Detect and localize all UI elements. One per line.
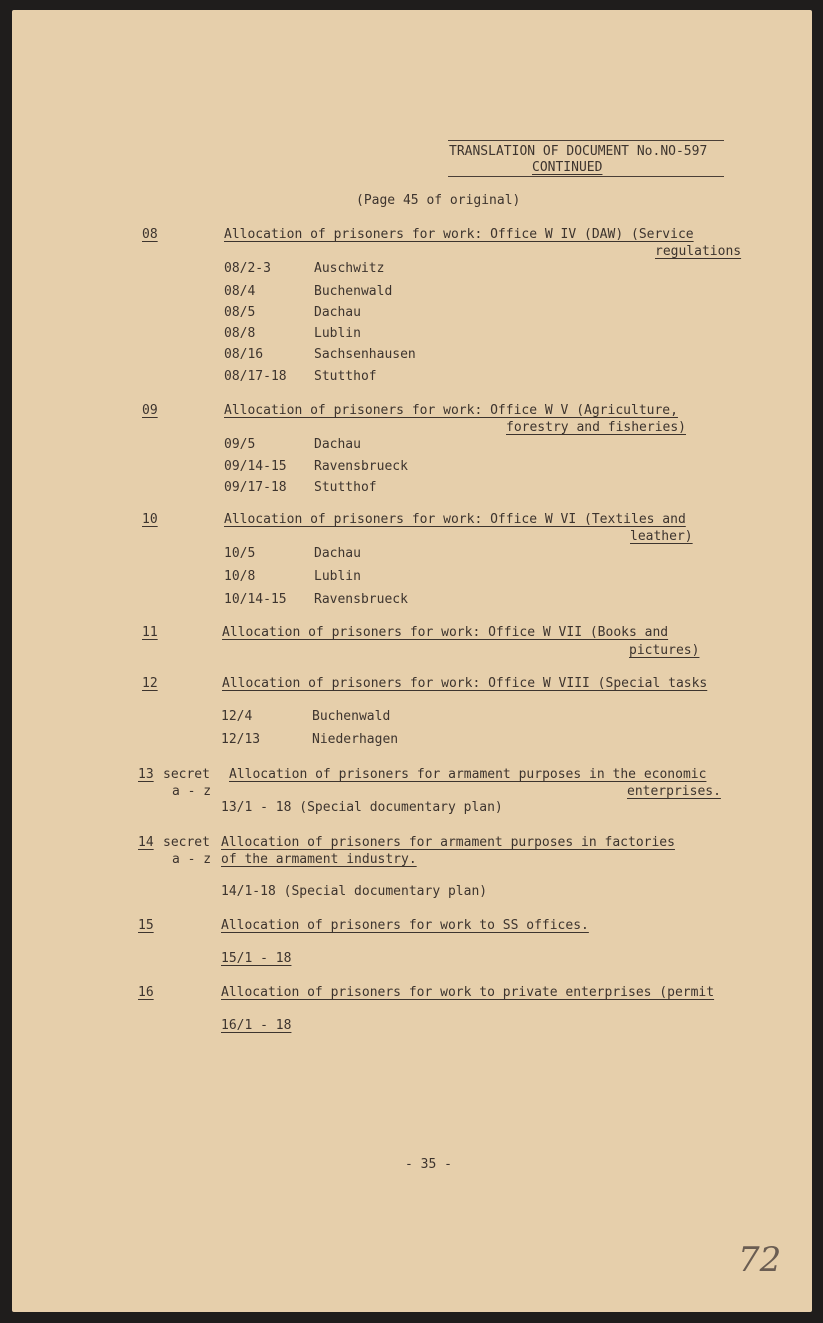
item-code: 09/5 [224, 437, 256, 452]
item-code: 08/5 [224, 305, 256, 320]
document-subtitle: CONTINUED [532, 160, 603, 175]
item-code: 08/16 [224, 347, 264, 362]
item-code: 10/14-15 [224, 592, 287, 607]
section-title: Allocation of prisoners for work to private enterprises (permit [221, 985, 715, 1000]
page-number: - 35 - [405, 1157, 452, 1172]
section-number: 15 [138, 918, 154, 933]
section-title-continued: enterprises. [627, 784, 721, 799]
section-title: Allocation of prisoners for work: Office W IV (DAW) (Service [224, 227, 694, 242]
section-title-continued: regulations [655, 244, 742, 259]
section-title: Allocation of prisoners for work: Office W VI (Textiles and [224, 512, 686, 527]
section-title-continued: of the armament industry. [221, 852, 417, 867]
item-name: Dachau [314, 546, 361, 561]
item-code: 08/17-18 [224, 369, 287, 384]
item-name: Buchenwald [314, 284, 393, 299]
item-code: 08/2-3 [224, 261, 271, 276]
item-code: 10/8 [224, 569, 256, 584]
item-name: Auschwitz [314, 261, 385, 276]
item-name: Dachau [314, 305, 361, 320]
item-name: Stutthof [314, 480, 377, 495]
section-note: 15/1 - 18 [221, 951, 292, 966]
item-code: 08/8 [224, 326, 256, 341]
page-reference: (Page 45 of original) [356, 193, 521, 208]
classification-label: secret [163, 767, 210, 782]
section-number: 08 [142, 227, 158, 242]
section-title: Allocation of prisoners for work: Office W VII (Books and [222, 625, 669, 640]
section-number: 13 [138, 767, 154, 782]
item-name: Buchenwald [312, 709, 391, 724]
item-name: Sachsenhausen [314, 347, 416, 362]
item-name: Ravensbrueck [314, 459, 408, 474]
section-title: Allocation of prisoners for armament purposes in factories [221, 835, 675, 850]
item-code: 12/13 [221, 732, 261, 747]
section-note: 14/1-18 (Special documentary plan) [221, 884, 488, 899]
classification-range: a - z [172, 784, 212, 799]
section-title-continued: leather) [630, 529, 693, 544]
section-number: 12 [142, 676, 158, 691]
header-rule-bottom [448, 176, 724, 177]
item-name: Lublin [314, 569, 361, 584]
item-code: 12/4 [221, 709, 253, 724]
item-name: Lublin [314, 326, 361, 341]
header-rule-top [448, 140, 724, 141]
section-title: Allocation of prisoners for work: Office W VIII (Special tasks [222, 676, 708, 691]
section-number: 09 [142, 403, 158, 418]
section-title: Allocation of prisoners for work: Office W V (Agriculture, [224, 403, 678, 418]
document-title: TRANSLATION OF DOCUMENT No.NO-597 [449, 144, 708, 159]
section-note: 16/1 - 18 [221, 1018, 292, 1033]
item-name: Ravensbrueck [314, 592, 408, 607]
section-title: Allocation of prisoners for armament purposes in the economic [229, 767, 707, 782]
item-code: 08/4 [224, 284, 256, 299]
item-code: 10/5 [224, 546, 256, 561]
handwritten-number: 72 [738, 1240, 782, 1280]
section-number: 14 [138, 835, 154, 850]
section-title-continued: forestry and fisheries) [506, 420, 687, 435]
item-code: 09/17-18 [224, 480, 287, 495]
section-number: 16 [138, 985, 154, 1000]
item-code: 09/14-15 [224, 459, 287, 474]
section-title: Allocation of prisoners for work to SS offices. [221, 918, 589, 933]
section-title-continued: pictures) [629, 643, 700, 658]
section-number: 11 [142, 625, 158, 640]
classification-range: a - z [172, 852, 212, 867]
item-name: Dachau [314, 437, 361, 452]
item-name: Niederhagen [312, 732, 399, 747]
section-note: 13/1 - 18 (Special documentary plan) [221, 800, 503, 815]
item-name: Stutthof [314, 369, 377, 384]
classification-label: secret [163, 835, 210, 850]
section-number: 10 [142, 512, 158, 527]
